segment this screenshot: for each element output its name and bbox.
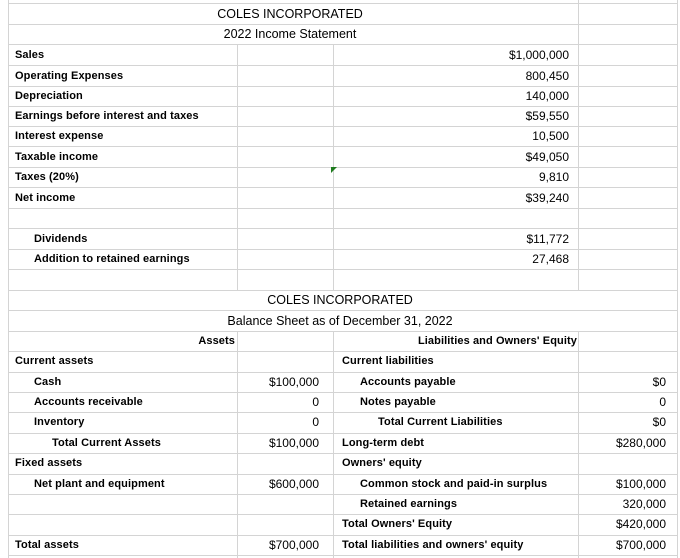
notes-payable-value[interactable]: 0 bbox=[659, 395, 666, 409]
inventory-label[interactable]: Inventory bbox=[34, 416, 85, 428]
sales-label[interactable]: Sales bbox=[15, 49, 45, 61]
net-plant-label[interactable]: Net plant and equipment bbox=[34, 478, 165, 490]
grid-hline bbox=[8, 187, 678, 188]
total-liabilities-equity-label[interactable]: Total liabilities and owners' equity bbox=[342, 539, 524, 551]
grid-hline bbox=[8, 412, 678, 413]
common-stock-label[interactable]: Common stock and paid-in surplus bbox=[360, 478, 548, 490]
cash-value[interactable]: $100,000 bbox=[268, 375, 319, 389]
grid-hline bbox=[8, 494, 678, 495]
taxable-income-label[interactable]: Taxable income bbox=[15, 151, 99, 163]
grid-vline bbox=[333, 331, 334, 558]
retained-earnings-addition-label[interactable]: Addition to retained earnings bbox=[34, 253, 190, 265]
depreciation-value[interactable]: 140,000 bbox=[525, 89, 569, 103]
taxable-income-value[interactable]: $49,050 bbox=[525, 150, 569, 164]
grid-hline bbox=[8, 269, 678, 270]
notes-payable-label[interactable]: Notes payable bbox=[360, 396, 436, 408]
balance-company-title: COLES INCORPORATED bbox=[267, 293, 413, 307]
dividends-label[interactable]: Dividends bbox=[34, 233, 88, 245]
total-current-liabilities-label[interactable]: Total Current Liabilities bbox=[378, 416, 503, 428]
net-income-value[interactable]: $39,240 bbox=[525, 191, 569, 205]
interest-expense-label[interactable]: Interest expense bbox=[15, 130, 104, 142]
retained-earnings-label[interactable]: Retained earnings bbox=[360, 498, 458, 510]
grid-hline bbox=[8, 126, 678, 127]
grid-hline bbox=[8, 167, 678, 168]
taxes-value[interactable]: 9,810 bbox=[538, 170, 569, 184]
grid-hline bbox=[8, 208, 678, 209]
net-plant-value[interactable]: $600,000 bbox=[268, 477, 319, 491]
common-stock-value[interactable]: $100,000 bbox=[615, 477, 666, 491]
grid-vline bbox=[578, 331, 579, 558]
current-liabilities-label[interactable]: Current liabilities bbox=[342, 355, 434, 367]
net-income-label[interactable]: Net income bbox=[15, 192, 76, 204]
cash-label[interactable]: Cash bbox=[34, 376, 62, 388]
grid-hline bbox=[8, 372, 678, 373]
operating-expenses-value[interactable]: 800,450 bbox=[525, 69, 569, 83]
income-company-title: COLES INCORPORATED bbox=[217, 7, 363, 21]
assets-header: Assets bbox=[198, 335, 235, 347]
grid-hline bbox=[8, 146, 678, 147]
grid-hline bbox=[8, 555, 678, 556]
operating-expenses-label[interactable]: Operating Expenses bbox=[15, 70, 124, 82]
cell-comment-indicator[interactable] bbox=[331, 167, 337, 173]
long-term-debt-value[interactable]: $280,000 bbox=[615, 436, 666, 450]
inventory-value[interactable]: 0 bbox=[312, 415, 319, 429]
sales-value[interactable]: $1,000,000 bbox=[508, 48, 569, 62]
taxes-label[interactable]: Taxes (20%) bbox=[15, 171, 79, 183]
total-liabilities-equity-value[interactable]: $700,000 bbox=[615, 538, 666, 552]
ebit-value[interactable]: $59,550 bbox=[525, 109, 569, 123]
total-assets-label[interactable]: Total assets bbox=[15, 539, 79, 551]
total-current-liabilities-value[interactable]: $0 bbox=[652, 415, 666, 429]
income-statement-title: 2022 Income Statement bbox=[223, 27, 357, 41]
total-owners-equity-value[interactable]: $420,000 bbox=[615, 517, 666, 531]
grid-hline bbox=[8, 86, 678, 87]
retained-earnings-addition-value[interactable]: 27,468 bbox=[532, 252, 569, 266]
accounts-receivable-label[interactable]: Accounts receivable bbox=[34, 396, 143, 408]
total-assets-value[interactable]: $700,000 bbox=[268, 538, 319, 552]
balance-sheet-title: Balance Sheet as of December 31, 2022 bbox=[227, 314, 453, 328]
retained-earnings-value[interactable]: 320,000 bbox=[622, 497, 666, 511]
total-owners-equity-label[interactable]: Total Owners' Equity bbox=[342, 518, 453, 530]
depreciation-label[interactable]: Depreciation bbox=[15, 90, 83, 102]
current-assets-label[interactable]: Current assets bbox=[15, 355, 94, 367]
total-current-assets-value[interactable]: $100,000 bbox=[268, 436, 319, 450]
accounts-payable-label[interactable]: Accounts payable bbox=[360, 376, 456, 388]
accounts-receivable-value[interactable]: 0 bbox=[312, 395, 319, 409]
grid-hline bbox=[8, 44, 678, 45]
ebit-label[interactable]: Earnings before interest and taxes bbox=[15, 110, 199, 122]
dividends-value[interactable]: $11,772 bbox=[526, 232, 569, 246]
interest-expense-value[interactable]: 10,500 bbox=[532, 129, 569, 143]
total-current-assets-label[interactable]: Total Current Assets bbox=[52, 437, 161, 449]
grid-vline bbox=[237, 331, 238, 558]
long-term-debt-label[interactable]: Long-term debt bbox=[342, 437, 425, 449]
fixed-assets-label[interactable]: Fixed assets bbox=[15, 457, 83, 469]
liabilities-equity-header: Liabilities and Owners' Equity bbox=[417, 335, 577, 347]
accounts-payable-value[interactable]: $0 bbox=[652, 375, 666, 389]
owners-equity-label[interactable]: Owners' equity bbox=[342, 457, 422, 469]
grid-hline bbox=[8, 228, 678, 229]
